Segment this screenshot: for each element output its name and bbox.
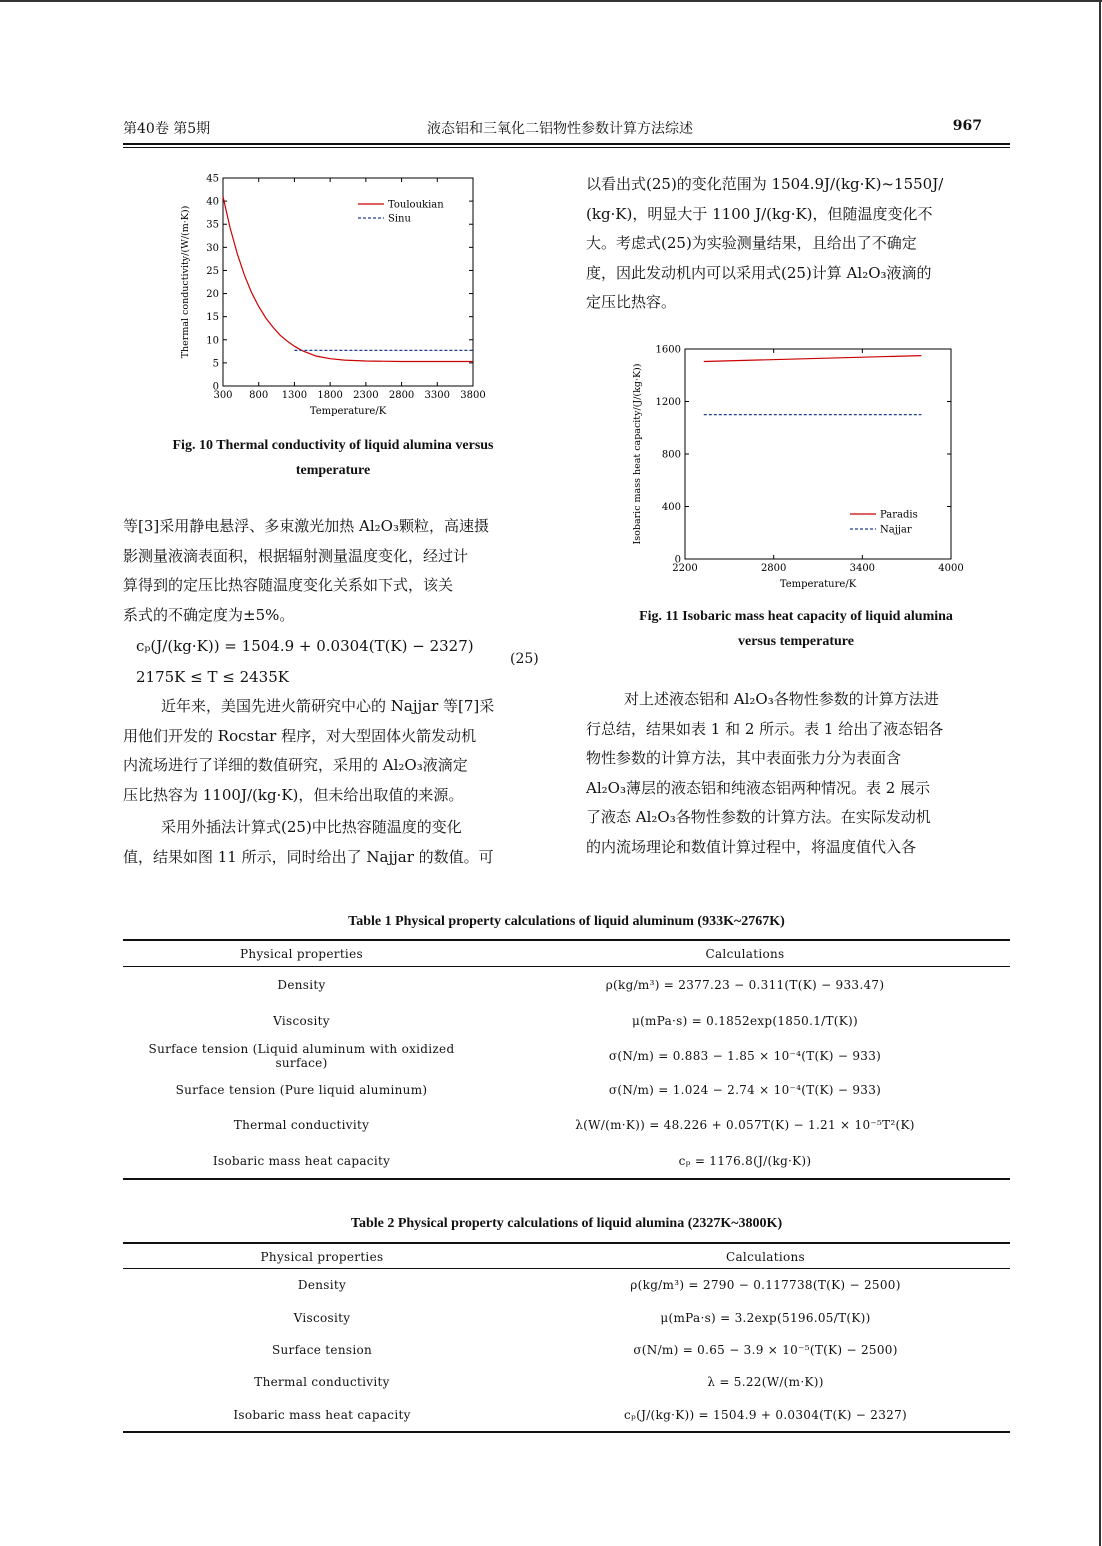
table-row <box>123 1398 1010 1431</box>
table-row <box>123 1334 1010 1366</box>
table1-cell: Isobaric mass heat capacity <box>212 1153 391 1168</box>
table2-cell: μ(mPa·s) = 3.2exp(5196.05/T(K)) <box>660 1311 871 1325</box>
left-p1-line: 算得到的定压比热容随温度变化关系如下式，该关 <box>123 576 454 594</box>
right-p2-line: 行总结，结果如表 1 和 2 所示。表 1 给出了液态铝各 <box>586 719 944 738</box>
equation-25: cₚ(J/(kg·K)) = 1504.9 + 0.0304(T(K) − 2327) <box>136 637 474 655</box>
left-p3-line: 采用外插法计算式(25)中比热容随温度的变化 <box>161 818 462 836</box>
right-p1-line: 定压比热容。 <box>586 293 677 311</box>
table2-top-rule <box>123 1242 1010 1244</box>
table2-cell: Isobaric mass heat capacity <box>233 1407 411 1422</box>
page-top-border <box>0 0 1102 2</box>
x-axis-label: Temperature/K <box>779 579 857 590</box>
table2-cell: Surface tension <box>271 1343 373 1357</box>
table1-cell: σ(N/m) = 1.024 − 2.74 × 10⁻⁴(T(K) − 933) <box>608 1083 882 1097</box>
y-tick-label: 30 <box>206 242 219 254</box>
fig10-caption-line2: temperature <box>295 463 371 478</box>
header-volume-issue: 第40卷 第5期 <box>123 121 211 137</box>
equation-25-number: (25) <box>510 651 539 667</box>
left-p2-line: 压比热容为 1100J/(kg·K)，但未给出取值的来源。 <box>123 785 464 804</box>
left-paragraph-2 <box>123 692 547 810</box>
y-tick-label: 15 <box>206 312 219 324</box>
table2-header-cell: Physical properties <box>260 1249 384 1264</box>
y-tick-label: 25 <box>206 265 219 277</box>
table1-cell: Surface tension (Pure liquid aluminum) <box>175 1083 428 1097</box>
y-tick-label: 20 <box>206 289 219 301</box>
table2-cell: Thermal conductivity <box>254 1375 390 1389</box>
right-p2-line: 对上述液态铝和 Al₂O₃各物性参数的计算方法进 <box>624 690 939 708</box>
y-tick-label: 1200 <box>655 397 681 408</box>
right-p1-line: 大。考虑式(25)为实验测量结果，且给出了不确定 <box>586 234 917 252</box>
left-p1-line: 等[3]采用静电悬浮、多束激光加热 Al₂O₃颗粒，高速摄 <box>123 517 489 535</box>
x-tick-label: 800 <box>249 390 269 401</box>
table-row <box>123 1268 1010 1302</box>
y-tick-label: 400 <box>661 502 681 513</box>
x-tick-label: 3800 <box>460 390 486 401</box>
y-tick-label: 5 <box>212 358 219 370</box>
y-tick-label: 45 <box>206 173 219 185</box>
left-paragraph-1 <box>123 512 547 630</box>
x-tick-label: 2800 <box>760 563 787 574</box>
fig11-chart <box>628 340 968 602</box>
table1-cell: Viscosity <box>273 1014 330 1028</box>
table2-cell: cₚ(J/(kg·K)) = 1504.9 + 0.0304(T(K) − 2327) <box>624 1407 907 1422</box>
legend-label: Paradis <box>880 509 918 521</box>
table2-cell: Density <box>297 1278 347 1292</box>
equation-25-range: 2175K ≤ T ≤ 2435K <box>136 668 289 686</box>
table-row <box>123 1302 1010 1334</box>
table2-cell: λ = 5.22(W/(m·K)) <box>707 1375 824 1389</box>
y-axis-label: Thermal conductivity/(W/(m·K)) <box>180 205 191 359</box>
table2-header-row <box>123 1245 1010 1268</box>
table-row <box>123 1366 1010 1398</box>
fig11-caption-line1: Fig. 11 Isobaric mass heat capacity of liquid alumina <box>639 609 953 624</box>
table-row <box>123 1107 1010 1143</box>
table2-cell: ρ(kg/m³) = 2790 − 0.117738(T(K) − 2500) <box>630 1278 901 1292</box>
x-tick-label: 4000 <box>938 563 964 574</box>
right-paragraph-1 <box>586 170 1010 318</box>
table1-top-rule <box>123 939 1010 941</box>
table1-header-cell: Calculations <box>705 947 785 961</box>
y-axis-label: Isobaric mass heat capacity/(J/(kg·K)) <box>632 363 643 545</box>
x-axis-label: Temperature/K <box>309 406 387 417</box>
right-p1-line: (kg·K)，明显大于 1100 J/(kg·K)，但随温度变化不 <box>586 204 933 223</box>
y-tick-label: 40 <box>206 196 219 208</box>
y-tick-label: 800 <box>661 449 681 461</box>
series-line-paradis <box>704 356 922 362</box>
left-paragraph-3 <box>123 813 547 872</box>
table2-cell: Viscosity <box>293 1311 351 1325</box>
x-tick-label: 1300 <box>281 390 308 401</box>
left-p3-line: 值，结果如图 11 所示，同时给出了 Najjar 的数值。可 <box>123 847 494 866</box>
table-row <box>123 1038 1010 1073</box>
table-row <box>123 1073 1010 1107</box>
legend-label: Touloukian <box>388 199 444 211</box>
legend-label: Sinu <box>388 213 411 225</box>
table1-cell: ρ(kg/m³) = 2377.23 − 0.311(T(K) − 933.47) <box>605 978 885 992</box>
table-row <box>123 1143 1010 1178</box>
y-tick-label: 0 <box>674 554 681 566</box>
table1-cell: Density <box>277 978 326 992</box>
table2-bottom-rule <box>123 1431 1010 1433</box>
table2-header-cell: Calculations <box>726 1249 805 1264</box>
table1-cell: cₚ = 1176.8(J/(kg·K)) <box>678 1153 812 1168</box>
right-p1-line: 以看出式(25)的变化范围为 1504.9J/(kg·K)~1550J/ <box>586 175 944 193</box>
table-row <box>123 1004 1010 1038</box>
fig11-caption-line2: versus temperature <box>738 634 854 649</box>
table1 <box>123 942 1010 1178</box>
table1-header-row <box>123 942 1010 966</box>
table1-cell: Surface tension (Liquid aluminum with oxidized surface) <box>148 1041 455 1070</box>
table2-caption: Table 2 Physical property calculations of liquid alumina (2327K~3800K) <box>350 1216 783 1231</box>
y-tick-label: 35 <box>206 219 219 231</box>
table1-header-cell: Physical properties <box>240 947 363 961</box>
table1-cell: μ(mPa·s) = 0.1852exp(1850.1/T(K)) <box>631 1014 859 1028</box>
left-p2-line: 近年来，美国先进火箭研究中心的 Najjar 等[7]采 <box>161 697 495 715</box>
x-tick-label: 1800 <box>317 390 343 401</box>
header-page-number: 967 <box>952 118 982 134</box>
right-paragraph-2 <box>586 685 1010 862</box>
right-p2-line: Al₂O₃薄层的液态铝和纯液态铝两种情况。表 2 展示 <box>586 778 931 797</box>
header-rule-thin <box>123 147 1010 148</box>
table-row <box>123 966 1010 1004</box>
x-tick-label: 2800 <box>388 390 415 401</box>
page-right-border <box>1099 0 1101 1546</box>
left-p2-line: 用他们开发的 Rocstar 程序，对大型固体火箭发动机 <box>123 726 477 745</box>
x-tick-label: 300 <box>213 390 233 401</box>
header-title: 液态铝和三氧化二铝物性参数计算方法综述 <box>427 121 693 137</box>
header-rule <box>123 143 1010 145</box>
right-p2-line: 的内流场理论和数值计算过程中，将温度值代入各 <box>586 837 917 856</box>
table1-cell: λ(W/(m·K)) = 48.226 + 0.057T(K) − 1.21 × 10⁻⁵T²(K) <box>575 1118 915 1132</box>
table1-cell: σ(N/m) = 0.883 − 1.85 × 10⁻⁴(T(K) − 933) <box>608 1048 882 1063</box>
y-tick-label: 1600 <box>655 344 681 356</box>
fig10-chart <box>170 168 500 430</box>
fig11-caption <box>586 604 1006 654</box>
table1-cell: Thermal conductivity <box>233 1118 370 1132</box>
right-p1-line: 度，因此发动机内可以采用式(25)计算 Al₂O₃液滴的 <box>586 263 932 282</box>
table2 <box>123 1245 1010 1431</box>
y-tick-label: 10 <box>206 335 219 347</box>
left-p1-line: 影测量液滴表面积，根据辐射测量温度变化，经过计 <box>123 546 469 565</box>
right-p2-line: 物性参数的计算方法，其中表面张力分为表面含 <box>586 749 902 767</box>
left-p1-line: 系式的不确定度为±5%。 <box>123 605 295 624</box>
left-p2-line: 内流场进行了详细的数值研究，采用的 Al₂O₃液滴定 <box>123 756 468 774</box>
x-tick-label: 3400 <box>849 563 876 574</box>
right-p2-line: 了液态 Al₂O₃各物性参数的计算方法。在实际发动机 <box>586 808 931 826</box>
series-line-touloukian <box>223 197 473 362</box>
fig10-caption <box>123 433 543 483</box>
table1-bottom-rule <box>123 1178 1010 1180</box>
x-tick-label: 3300 <box>424 390 451 401</box>
x-tick-label: 2300 <box>353 390 379 401</box>
table1-caption: Table 1 Physical property calculations of liquid aluminum (933K~2767K) <box>348 914 785 929</box>
legend-label: Najjar <box>880 524 912 536</box>
table2-cell: σ(N/m) = 0.65 − 3.9 × 10⁻⁵(T(K) − 2500) <box>633 1343 898 1357</box>
fig10-caption-line1: Fig. 10 Thermal conductivity of liquid alumina versus <box>172 438 494 453</box>
y-tick-label: 0 <box>212 381 219 393</box>
x-tick-label: 2200 <box>672 563 698 574</box>
